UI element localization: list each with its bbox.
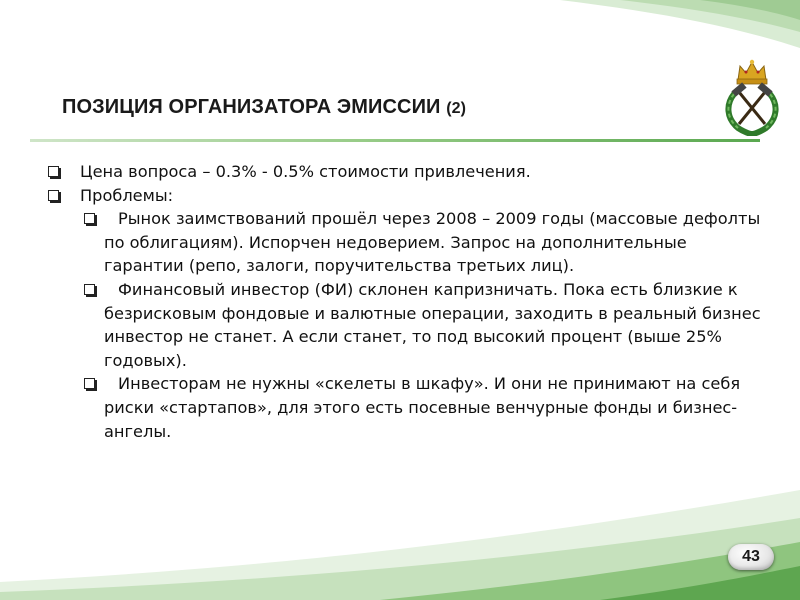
sub-bullet-text: Финансовый инвестор (ФИ) склонен капризничать. Пока есть близкие к безрисковым фондовые и валютные операции, заходить в реальный бизнес инвестор не станет. А если станет, то под высокий процент (выше 25% годовых).	[104, 279, 761, 370]
sub-bullet-item	[44, 207, 764, 278]
title-underline	[30, 139, 760, 142]
sub-bullet-text: Инвесторам не нужны «скелеты в шкафу». И они не принимают на себя риски «стартапов», для этого есть посевные венчурные фонды и бизнес-ангелы.	[104, 374, 741, 441]
page-number-badge: 43	[728, 544, 774, 570]
bullet-text: Проблемы:	[80, 185, 174, 205]
title-text: ПОЗИЦИЯ ОРГАНИЗАТОРА ЭМИССИИ	[62, 96, 441, 118]
sub-bullet-item	[44, 278, 764, 372]
bottom-wave-decoration	[0, 470, 800, 600]
slide-title	[62, 96, 466, 119]
checkbox-bullet-icon	[48, 190, 59, 201]
bullet-text: Цена вопроса – 0.3% - 0.5% стоимости привлечения.	[80, 162, 531, 181]
crown-laurel-crossed-hammers-emblem-icon	[716, 58, 788, 136]
bullet-item	[44, 184, 764, 208]
checkbox-bullet-icon	[84, 213, 95, 224]
checkbox-bullet-icon	[48, 166, 59, 177]
checkbox-bullet-icon	[84, 284, 95, 295]
checkbox-bullet-icon	[84, 378, 95, 389]
bullet-list	[44, 160, 764, 443]
top-wave-decoration	[0, 0, 800, 70]
sub-bullet-item	[44, 372, 764, 443]
bullet-item	[44, 160, 764, 184]
title-number: (2)	[446, 100, 467, 117]
sub-bullet-text: Рынок заимствований прошёл через 2008 – 2009 годы (массовые дефолты по облигациям). Испорчен недоверием. Запрос на дополнительные гарантии (репо, залоги, поручительства третьих лиц).	[104, 209, 761, 276]
